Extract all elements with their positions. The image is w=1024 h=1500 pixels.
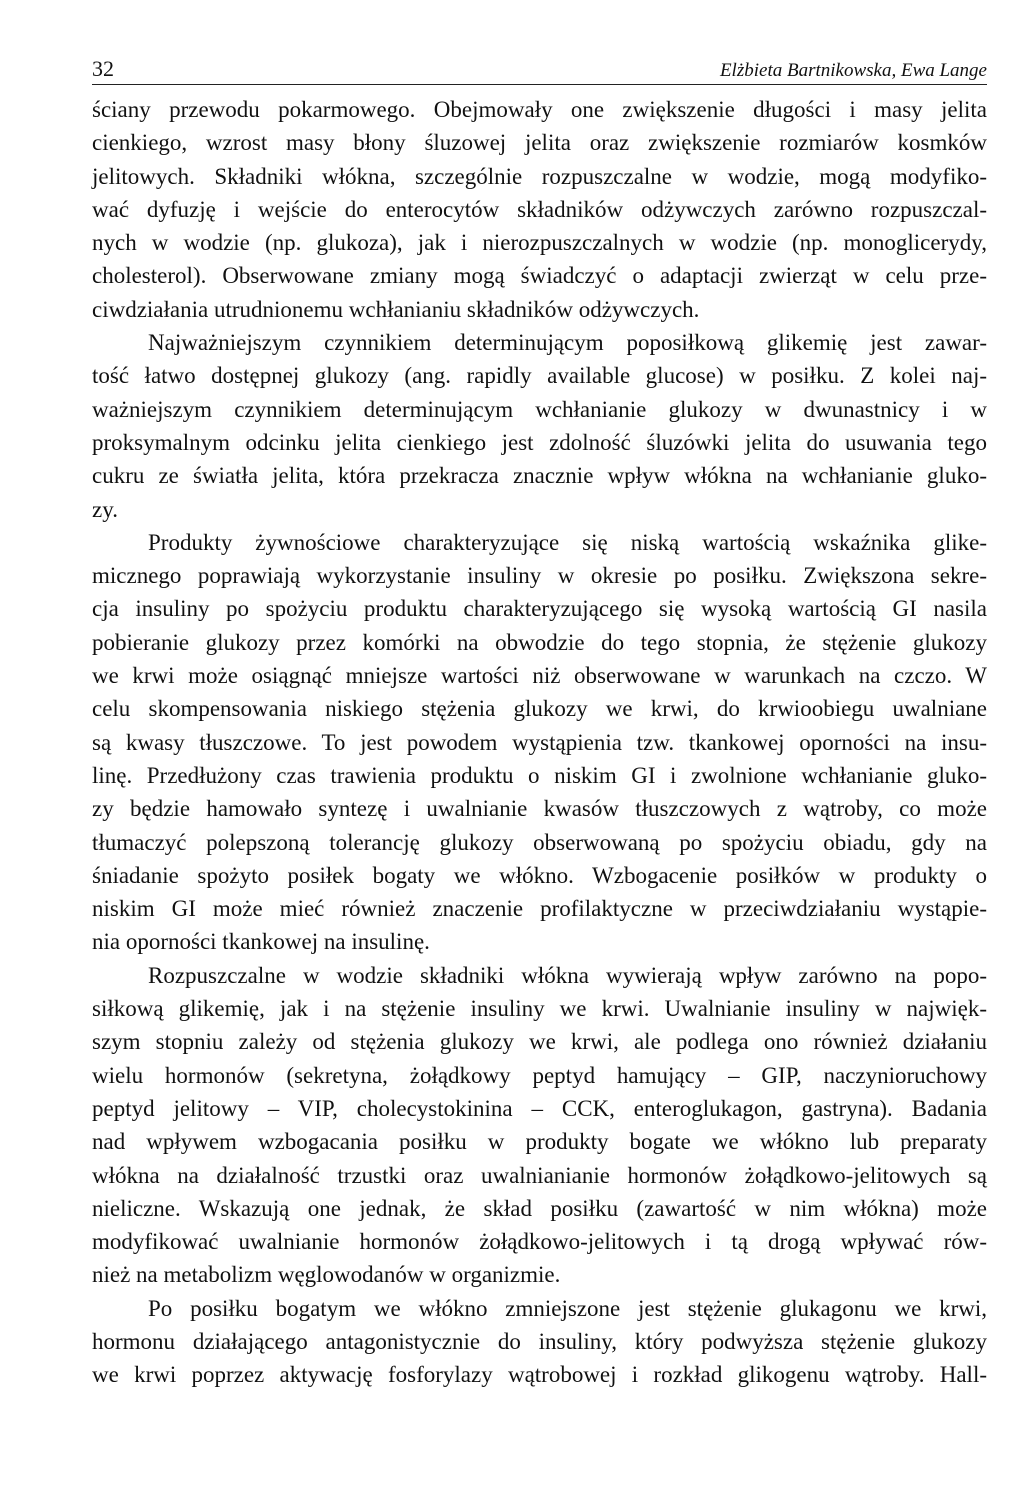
document-page [92, 50, 987, 1392]
text-line: nia oporności tkankowej na insulinę. [92, 929, 430, 955]
text-line: są kwasy tłuszczowe. To jest powodem wystąpienia tzw. tkankowej oporności na insu- [92, 729, 987, 755]
text-line: linę. Przedłużony czas trawienia produktu o niskim GI i zwolnione wchłanianie gluko- [92, 762, 987, 788]
text-line: we krwi może osiągnąć mniejsze wartości niż obserwowane w warunkach na czczo. W [92, 663, 987, 689]
paragraph [92, 93, 987, 326]
text-line: proksymalnym odcinku jelita cienkiego jest zdolność śluzówki jelita do usuwania tego [92, 429, 987, 455]
text-line: nieliczne. Wskazują one jednak, że skład posiłku (zawartość w nim włókna) może [92, 1195, 987, 1221]
text-line: niskim GI może mieć również znaczenie profilaktyczne w przeciwdziałaniu wystąpie- [92, 896, 987, 922]
text-line: nież na metabolizm węglowodanów w organizmie. [92, 1262, 561, 1288]
text-line: Rozpuszczalne w wodzie składniki włókna wywierają wpływ zarówno na popo- [148, 962, 987, 988]
text-line: szym stopniu zależy od stężenia glukozy we krwi, ale podlega ono również działaniu [92, 1029, 987, 1055]
text-line: cholesterol). Obserwowane zmiany mogą świadczyć o adaptacji zwierząt w celu prze- [92, 263, 987, 289]
text-line: ściany przewodu pokarmowego. Obejmowały one zwiększenie długości i masy jelita [92, 97, 987, 122]
text-line: tłumaczyć polepszoną tolerancję glukozy obserwowaną po spożyciu obiadu, gdy na [92, 829, 987, 855]
text-line: Produkty żywnościowe charakteryzujące się niską wartością wskaźnika glike- [148, 529, 987, 555]
text-line: wielu hormonów (sekretyna, żołądkowy peptyd hamujący – GIP, naczynioruchowy [92, 1062, 987, 1088]
text-line: micznego poprawiają wykorzystanie insuliny w okresie po posiłku. Zwiększona sekre- [92, 563, 987, 589]
body-text [92, 93, 987, 1392]
text-line: cja insuliny po spożyciu produktu charakteryzującego się wysoką wartością GI nasila [92, 596, 987, 622]
text-line: zy. [92, 496, 118, 522]
running-header-authors: Elżbieta Bartnikowska, Ewa Lange [719, 60, 987, 81]
paragraph [92, 526, 987, 959]
text-line: śniadanie spożyto posiłek bogaty we włókno. Wzbogacenie posiłków w produkty o [92, 862, 987, 888]
running-header [92, 50, 987, 85]
text-line: pobieranie glukozy przez komórki na obwodzie do tego stopnia, że stężenie glukozy [92, 629, 987, 655]
text-line: peptyd jelitowy – VIP, cholecystokinina – CCK, enteroglukagon, gastryna). Badania [92, 1095, 987, 1121]
text-line: ciwdziałania utrudnionemu wchłanianiu składników odżywczych. [92, 296, 700, 322]
text-line: włókna na działalność trzustki oraz uwalnianianie hormonów żołądkowo-jelitowych są [92, 1162, 987, 1188]
page-number: 32 [92, 56, 114, 81]
text-line: zy będzie hamowało syntezę i uwalnianie kwasów tłuszczowych z wątroby, co może [92, 796, 987, 822]
text-line: cienkiego, wzrost masy błony śluzowej jelita oraz zwiększenie rozmiarów kosmków [92, 130, 987, 156]
text-line: nych w wodzie (np. glukoza), jak i nierozpuszczalnych w wodzie (np. monoglicerydy, [92, 230, 987, 256]
text-line: celu skompensowania niskiego stężenia glukozy we krwi, do krwioobiegu uwalniane [92, 696, 987, 722]
text-line: tość łatwo dostępnej glukozy (ang. rapidly available glucose) w posiłku. Z kolei naj- [92, 363, 987, 389]
text-line: jelitowych. Składniki włókna, szczególnie rozpuszczalne w wodzie, mogą modyfiko- [92, 163, 987, 189]
text-line: Najważniejszym czynnikiem determinującym poposiłkową glikemię jest zawar- [148, 330, 987, 356]
text-line: hormonu działającego antagonistycznie do insuliny, który podwyższa stężenie glukozy [92, 1328, 987, 1354]
paragraph [92, 1292, 987, 1392]
text-line: ważniejszym czynnikiem determinującym wchłanianie glukozy w dwunastnicy i w [92, 396, 987, 422]
text-line: modyfikować uwalnianie hormonów żołądkowo-jelitowych i tą drogą wpływać rów- [92, 1229, 987, 1255]
paragraph [92, 326, 987, 526]
text-line: nad wpływem wzbogacania posiłku w produkty bogate we włókno lub preparaty [92, 1129, 987, 1155]
text-line: cukru ze światła jelita, która przekracza znacznie wpływ włókna na wchłanianie gluko- [92, 463, 987, 489]
text-line: siłkową glikemię, jak i na stężenie insuliny we krwi. Uwalnianie insuliny w najwięk- [92, 996, 987, 1022]
text-line: wać dyfuzję i wejście do enterocytów składników odżywczych zarówno rozpuszczal- [92, 196, 987, 222]
paragraph [92, 959, 987, 1292]
text-line: we krwi poprzez aktywację fosforylazy wątrobowej i rozkład glikogenu wątroby. Hall- [92, 1362, 987, 1388]
text-line: Po posiłku bogatym we włókno zmniejszone jest stężenie glukagonu we krwi, [148, 1295, 987, 1321]
